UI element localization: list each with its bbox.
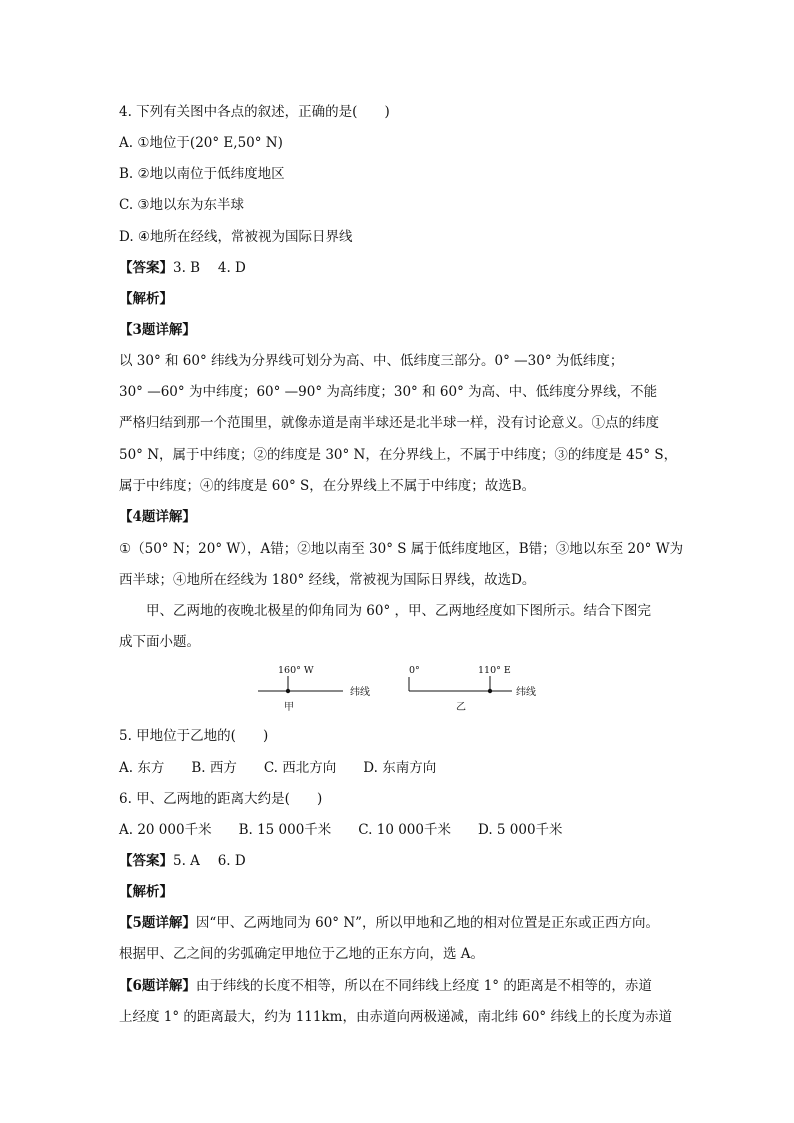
answer-text: 3. B 4. D <box>173 260 246 276</box>
detail-4-line: ①（50° N；20° W），A错；②地以南至 30° S 属于低纬度地区，B错；③地以东至 20° W为 <box>119 541 684 557</box>
q6-stem: 6. 甲、乙两地的距离大约是( ) <box>119 791 323 807</box>
yi-line-label: 纬线 <box>516 687 536 698</box>
jia-diagram <box>258 665 370 713</box>
longitude-diagram <box>250 660 550 714</box>
analysis-heading-2: 【解析】 <box>119 884 173 900</box>
detail-3-line: 50° N，属于中纬度；②的纬度是 30° N，在分界线上，不属于中纬度；③的纬度是 45° S， <box>119 447 678 463</box>
yi-left-longitude-label: 0° <box>409 665 420 676</box>
detail-4-title: 【4题详解】 <box>119 509 196 525</box>
q6-options: A. 20 000千米 B. 15 000千米 C. 10 000千米 D. 5 000千米 <box>119 822 563 838</box>
detail-3-title: 【3题详解】 <box>119 322 196 338</box>
analysis-heading-1: 【解析】 <box>119 291 173 307</box>
detail-3-line: 以 30° 和 60° 纬线为分界线可划分为高、中、低纬度三部分。0° —30° 为低纬度； <box>119 353 624 369</box>
q4-option-b: B. ②地以南位于低纬度地区 <box>119 166 285 182</box>
q4-option-a: A. ①地位于(20° E,50° N) <box>119 135 283 151</box>
detail-5-line-1 <box>119 914 659 932</box>
answer-1 <box>119 259 246 277</box>
detail-6-text: 由于纬线的长度不相等，所以在不同纬线上经度 1° 的距离是不相等的，赤道 <box>195 978 652 994</box>
detail-5-text: 因“甲、乙两地同为 60° N”，所以甲地和乙地的相对位置是正东或正西方向。 <box>195 915 660 931</box>
detail-6-title: 【6题详解】 <box>119 978 196 994</box>
q5-options: A. 东方 B. 西方 C. 西北方向 D. 东南方向 <box>119 760 437 776</box>
jia-point <box>286 689 290 693</box>
detail-5-line-2: 根据甲、乙之间的劣弧确定甲地位于乙地的正东方向，选 A。 <box>119 946 485 962</box>
intro-line: 甲、乙两地的夜晚北极星的仰角同为 60° ，甲、乙两地经度如下图所示。结合下图完 <box>119 603 652 619</box>
answer-label: 【答案】 <box>119 260 173 276</box>
yi-right-longitude-label: 110° E <box>478 665 511 676</box>
answer-text: 5. A 6. D <box>173 853 246 869</box>
intro-line: 成下面小题。 <box>119 634 200 650</box>
answer-2 <box>119 852 246 870</box>
detail-6-line-1 <box>119 977 652 995</box>
detail-3-line: 严格归结到那一个范围里，就像赤道是南半球还是北半球一样，没有讨论意义。①点的纬度 <box>119 415 659 431</box>
detail-4-line: 西半球；④地所在经线为 180° 经线，常被视为国际日界线，故选D。 <box>119 572 536 588</box>
q4-stem: 4. 下列有关图中各点的叙述，正确的是( ) <box>119 104 390 120</box>
yi-point <box>488 689 492 693</box>
answer-label: 【答案】 <box>119 853 173 869</box>
yi-place-label: 乙 <box>456 702 466 713</box>
q5-stem: 5. 甲地位于乙地的( ) <box>119 728 269 744</box>
jia-longitude-label: 160° W <box>278 665 314 676</box>
detail-3-line: 30° —60° 为中纬度；60° —90° 为高纬度；30° 和 60° 为高、中、低纬度分界线，不能 <box>119 384 658 400</box>
yi-diagram <box>409 665 536 713</box>
jia-line-label: 纬线 <box>350 687 370 698</box>
detail-6-line-2: 上经度 1° 的距离最大，约为 111km，由赤道向两极递减，南北纬 60° 纬线上的长度为赤道 <box>119 1009 672 1025</box>
detail-5-title: 【5题详解】 <box>119 915 196 931</box>
q4-option-d: D. ④地所在经线，常被视为国际日界线 <box>119 229 353 245</box>
detail-3-line: 属于中纬度；④的纬度是 60° S，在分界线上不属于中纬度；故选B。 <box>119 478 536 494</box>
jia-place-label: 甲 <box>284 702 294 713</box>
q4-option-c: C. ③地以东为东半球 <box>119 197 245 213</box>
